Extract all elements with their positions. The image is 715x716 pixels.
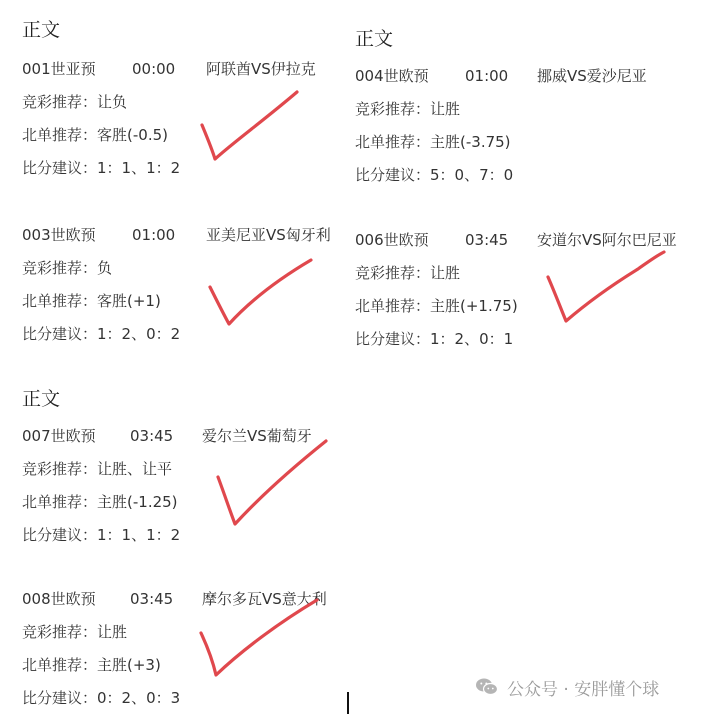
bd-label: 北单推荐：	[22, 292, 98, 310]
bd-label: 北单推荐：	[355, 297, 431, 315]
jc-label: 竞彩推荐：	[22, 93, 98, 111]
bd-value: 主胜(+1.75)	[430, 297, 518, 315]
bf-value: 0：2、0：3	[97, 689, 181, 707]
bd-label: 北单推荐：	[22, 656, 98, 674]
bd-value: 主胜(+3)	[97, 656, 161, 674]
bf-value: 5：0、7：0	[430, 166, 514, 184]
jc-value: 负	[97, 259, 113, 277]
jc-value: 让胜	[97, 623, 128, 641]
match-time: 03:45	[130, 590, 174, 608]
bf-label: 比分建议：	[22, 159, 98, 177]
match-header	[355, 64, 700, 88]
checkmark-icon	[542, 247, 672, 327]
jc-value: 让胜	[430, 100, 461, 118]
match-code: 006世欧预	[355, 231, 429, 249]
match-teams: 摩尔多瓦VS意大利	[202, 590, 327, 608]
checkmark-icon	[205, 255, 315, 330]
match-teams: 爱尔兰VS葡萄牙	[202, 427, 312, 445]
jc-label: 竞彩推荐：	[22, 460, 98, 478]
bf-label: 比分建议：	[22, 689, 98, 707]
bf-value: 1：1、1：2	[97, 526, 181, 544]
section-heading: 正文	[355, 28, 394, 50]
text-cursor	[347, 692, 349, 714]
jc-recommend	[355, 97, 700, 121]
match-code: 007世欧预	[22, 427, 96, 445]
match-header	[22, 57, 347, 81]
bd-label: 北单推荐：	[22, 493, 98, 511]
bd-value: 主胜(-3.75)	[430, 133, 511, 151]
bf-label: 比分建议：	[355, 166, 431, 184]
bd-value: 客胜(-0.5)	[97, 126, 168, 144]
score-suggestion	[355, 163, 700, 187]
watermark	[475, 673, 659, 701]
wechat-icon	[475, 677, 499, 697]
section-heading: 正文	[22, 388, 61, 410]
jc-label: 竞彩推荐：	[22, 623, 98, 641]
match-header	[22, 223, 347, 247]
match-teams: 挪威VS爱沙尼亚	[537, 67, 647, 85]
match-card	[355, 64, 700, 187]
match-teams: 阿联酋VS伊拉克	[206, 60, 316, 78]
bd-value: 主胜(-1.25)	[97, 493, 178, 511]
jc-label: 竞彩推荐：	[22, 259, 98, 277]
match-time: 00:00	[132, 60, 176, 78]
bd-label: 北单推荐：	[355, 133, 431, 151]
match-code: 004世欧预	[355, 67, 429, 85]
score-suggestion	[355, 327, 700, 351]
score-suggestion	[22, 686, 347, 710]
match-code: 003世欧预	[22, 226, 96, 244]
jc-value: 让负	[97, 93, 128, 111]
jc-value: 让胜、让平	[97, 460, 173, 478]
watermark-text: 公众号 · 安胖懂个球	[507, 679, 660, 700]
bd-recommend	[355, 130, 700, 154]
jc-label: 竞彩推荐：	[355, 264, 431, 282]
match-code: 001世亚预	[22, 60, 96, 78]
match-teams: 亚美尼亚VS匈牙利	[206, 226, 331, 244]
match-teams: 安道尔VS阿尔巴尼亚	[537, 231, 677, 249]
bf-label: 比分建议：	[22, 325, 98, 343]
match-code: 008世欧预	[22, 590, 96, 608]
bf-value: 1：2、0：1	[430, 330, 514, 348]
bd-label: 北单推荐：	[22, 126, 98, 144]
bf-value: 1：2、0：2	[97, 325, 181, 343]
bf-label: 比分建议：	[355, 330, 431, 348]
jc-label: 竞彩推荐：	[355, 100, 431, 118]
checkmark-icon	[213, 435, 333, 530]
match-time: 03:45	[130, 427, 174, 445]
checkmark-icon	[195, 595, 325, 680]
match-time: 01:00	[132, 226, 176, 244]
bd-value: 客胜(+1)	[97, 292, 161, 310]
section-heading: 正文	[22, 19, 61, 41]
bf-value: 1：1、1：2	[97, 159, 181, 177]
bf-label: 比分建议：	[22, 526, 98, 544]
checkmark-icon	[195, 85, 305, 165]
match-time: 01:00	[465, 67, 509, 85]
jc-value: 让胜	[430, 264, 461, 282]
match-time: 03:45	[465, 231, 509, 249]
